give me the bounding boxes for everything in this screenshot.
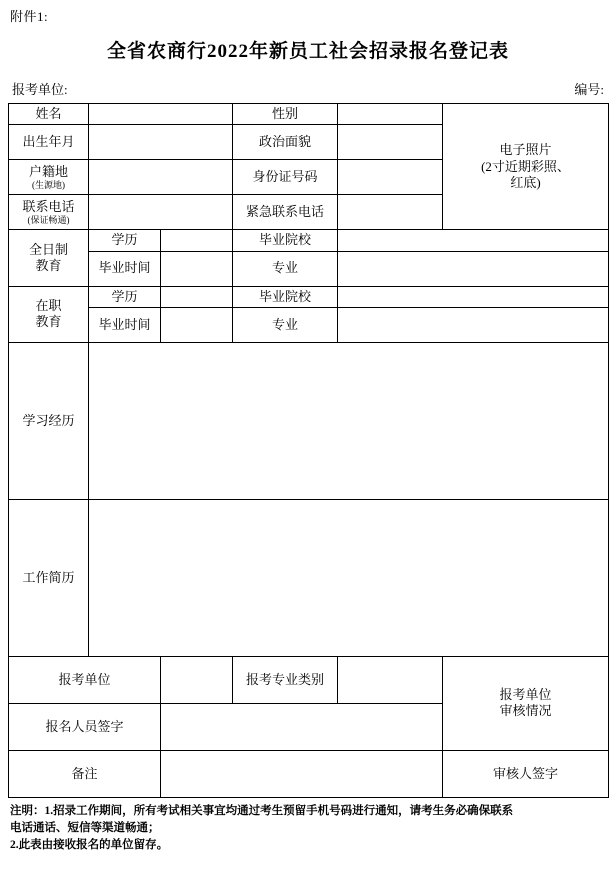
label-name: 姓名 [9,104,89,125]
input-emergency-phone[interactable] [338,195,443,230]
label-political: 政治面貌 [233,125,338,160]
label-fulltime-gradtime: 毕业时间 [89,251,161,286]
label-onjob-degree: 学历 [89,286,161,307]
label-birth: 出生年月 [9,125,89,160]
input-fulltime-major[interactable] [338,251,609,286]
table-row [9,656,609,703]
label-fulltime-line1: 全日制 [28,241,68,257]
label-household [9,160,89,195]
label-fulltime-line2: 教育 [35,257,62,273]
input-study-experience[interactable] [89,342,609,499]
label-onjob-school: 毕业院校 [233,286,338,307]
table-row [9,750,609,797]
note-line-2: 电话通话、短信等渠道畅通； [10,822,160,834]
label-apply-unit: 报考单位 [9,656,161,703]
attachment-label: 附件1: [10,9,49,24]
input-onjob-major[interactable] [338,307,609,342]
label-reviewer-signature: 审核人签字 [443,750,609,797]
label-onjob-line2: 教育 [35,314,62,330]
input-applicant-signature[interactable] [161,703,443,750]
label-id-number: 身份证号码 [233,160,338,195]
input-household[interactable] [89,160,233,195]
registration-form-table [8,103,609,798]
input-fulltime-school[interactable] [338,230,609,251]
label-applicant-signature: 报名人员签字 [9,703,161,750]
label-phone [9,195,89,230]
input-fulltime-degree[interactable] [161,230,233,251]
input-onjob-degree[interactable] [161,286,233,307]
table-row [9,499,609,656]
input-phone[interactable] [89,195,233,230]
label-gender: 性别 [233,104,338,125]
label-unit-review-line1: 报考单位 [499,687,552,702]
label-phone-line2: (保证畅通) [27,214,70,225]
note-line-3: 2.此表由接收报名的单位留存。 [10,839,169,852]
label-fulltime-education [9,230,89,286]
label-study-experience: 学习经历 [9,342,89,499]
input-onjob-school[interactable] [338,286,609,307]
label-fulltime-degree: 学历 [89,230,161,251]
label-onjob-gradtime: 毕业时间 [89,307,161,342]
table-row [9,342,609,499]
subheader [8,79,608,103]
label-remarks: 备注 [9,750,161,797]
input-fulltime-gradtime[interactable] [161,251,233,286]
photo-line-3: 红底) [510,174,541,190]
label-household-line1: 户籍地 [28,163,68,179]
label-fulltime-major: 专业 [233,251,338,286]
table-row [9,286,609,307]
input-remarks[interactable] [161,750,443,797]
input-birth[interactable] [89,125,233,160]
note-line-1: 注明：1.招录工作期间，所有考试相关事宜均通过考生预留手机号码进行通知，请考生务必确保联系 [10,804,514,817]
label-work-experience: 工作简历 [9,499,89,656]
label-onjob-education [9,286,89,342]
label-apply-major-type: 报考专业类别 [233,656,338,703]
input-apply-unit[interactable] [161,656,233,703]
label-emergency-phone: 紧急联系电话 [233,195,338,230]
input-political[interactable] [338,125,443,160]
label-unit-review [443,656,609,750]
input-name[interactable] [89,104,233,125]
apply-unit-label: 报考单位: [12,82,68,97]
input-apply-major-type[interactable] [338,656,443,703]
label-onjob-line1: 在职 [35,297,62,313]
table-row [9,230,609,251]
number-label: 编号: [574,82,604,97]
label-unit-review-line2: 审核情况 [499,703,552,719]
input-id-number[interactable] [338,160,443,195]
input-work-experience[interactable] [89,499,609,656]
label-household-line2: (生源地) [32,179,65,190]
label-onjob-major: 专业 [233,307,338,342]
table-row [9,104,609,125]
photo-placeholder[interactable] [443,104,609,230]
page-title: 全省农商行2022年新员工社会招录报名登记表 [106,41,509,62]
photo-line-2: (2寸近期彩照、 [481,158,570,174]
footer-notes [10,803,606,855]
table-row [9,251,609,286]
label-phone-line1: 联系电话 [22,198,75,214]
input-gender[interactable] [338,104,443,125]
input-onjob-gradtime[interactable] [161,307,233,342]
table-row [9,307,609,342]
photo-line-1: 电子照片 [499,142,552,158]
label-fulltime-school: 毕业院校 [233,230,338,251]
